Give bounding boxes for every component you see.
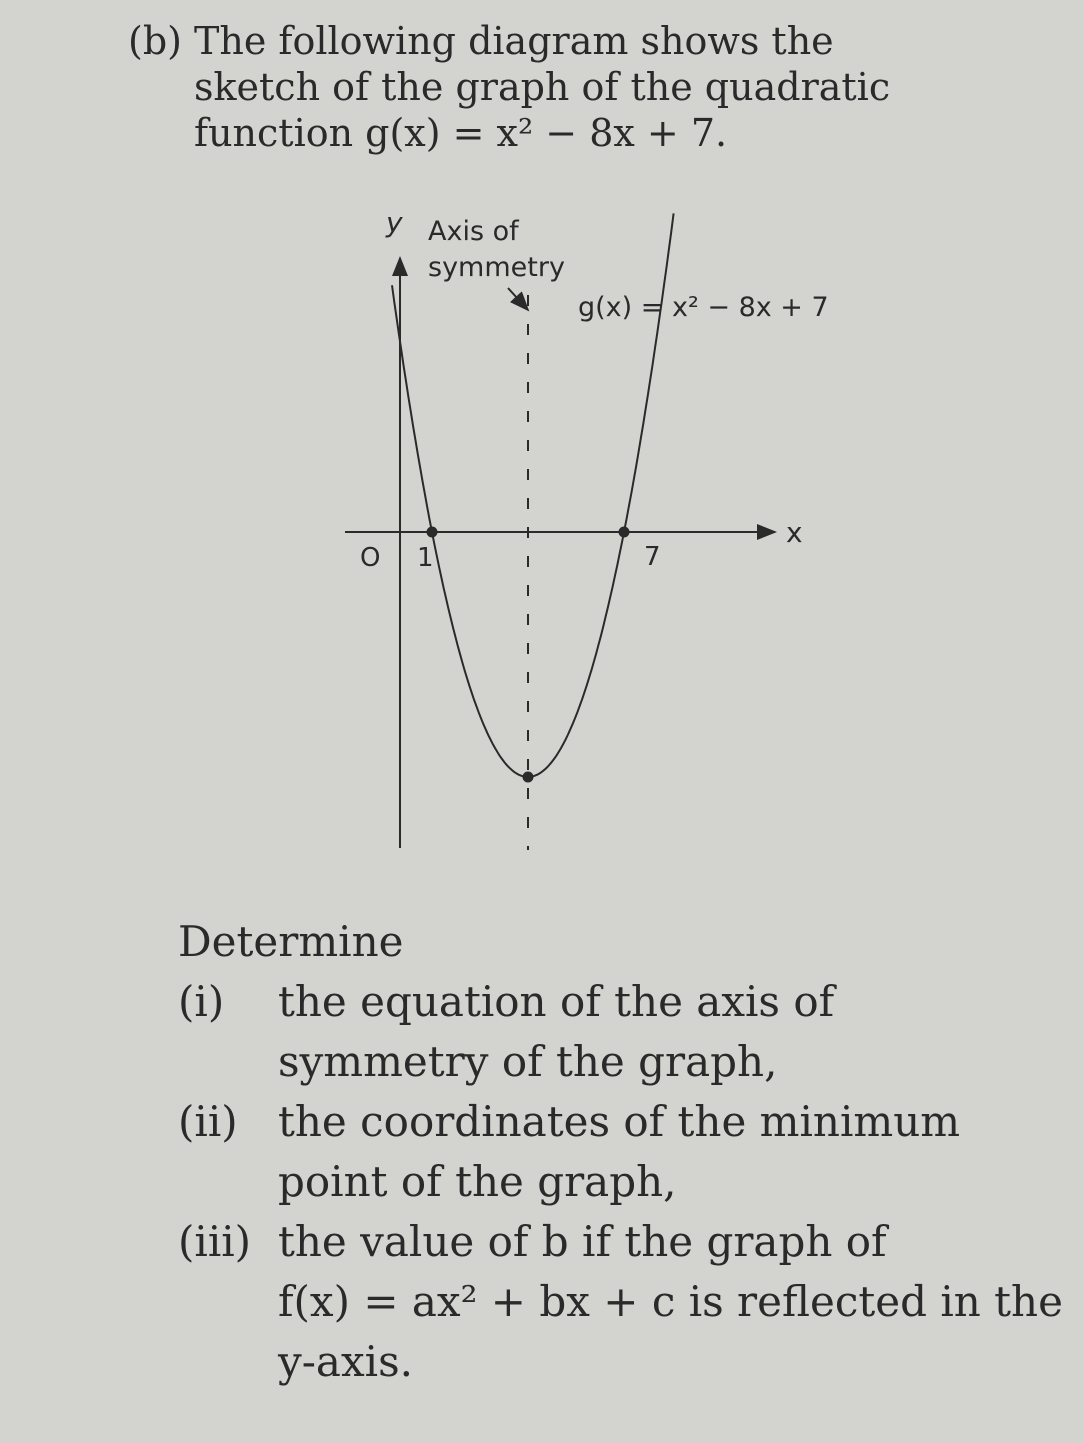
item-text-line: the coordinates of the minimum bbox=[278, 1097, 961, 1146]
root-point-1 bbox=[427, 527, 438, 538]
symmetry-pointer bbox=[508, 288, 528, 310]
item-text-line: the value of b if the graph of bbox=[278, 1217, 887, 1266]
intro-line-3: function g(x) = x² − 8x + 7. bbox=[194, 111, 728, 155]
root-label-1: 1 bbox=[417, 543, 434, 573]
intro-line-2: sketch of the graph of the quadratic bbox=[194, 65, 891, 109]
item-text bbox=[278, 1092, 960, 1212]
x-axis-label: x bbox=[786, 516, 803, 549]
item-number: (iii) bbox=[178, 1217, 252, 1266]
item-text-line: point of the graph, bbox=[278, 1157, 677, 1206]
curve-label: g(x) = x² − 8x + 7 bbox=[578, 292, 829, 323]
item-text-line: f(x) = ax² + bx + c is reflected in the bbox=[278, 1277, 1063, 1326]
axis-note-line-2: symmetry bbox=[428, 252, 565, 283]
item-number: (ii) bbox=[178, 1097, 238, 1146]
origin-label: O bbox=[360, 543, 381, 573]
minimum-point bbox=[523, 772, 534, 783]
item-text-line: symmetry of the graph, bbox=[278, 1037, 778, 1086]
item-text-line: the equation of the axis of bbox=[278, 977, 835, 1026]
task-item-ii bbox=[178, 1092, 1063, 1212]
part-label: (b) bbox=[128, 19, 182, 63]
y-axis-label: y bbox=[386, 206, 403, 239]
root-label-7: 7 bbox=[644, 542, 661, 572]
axis-note-line-1: Axis of bbox=[428, 216, 519, 247]
task-list bbox=[178, 912, 1063, 1392]
item-number: (i) bbox=[178, 977, 225, 1026]
task-heading: Determine bbox=[178, 917, 404, 966]
task-item-i bbox=[178, 972, 1063, 1092]
item-text-line: y-axis. bbox=[278, 1337, 413, 1386]
intro-text-1: The following diagram shows the bbox=[194, 19, 834, 63]
item-text bbox=[278, 972, 834, 1092]
item-text bbox=[278, 1212, 1063, 1392]
task-item-iii bbox=[178, 1212, 1063, 1392]
root-point-7 bbox=[619, 527, 630, 538]
